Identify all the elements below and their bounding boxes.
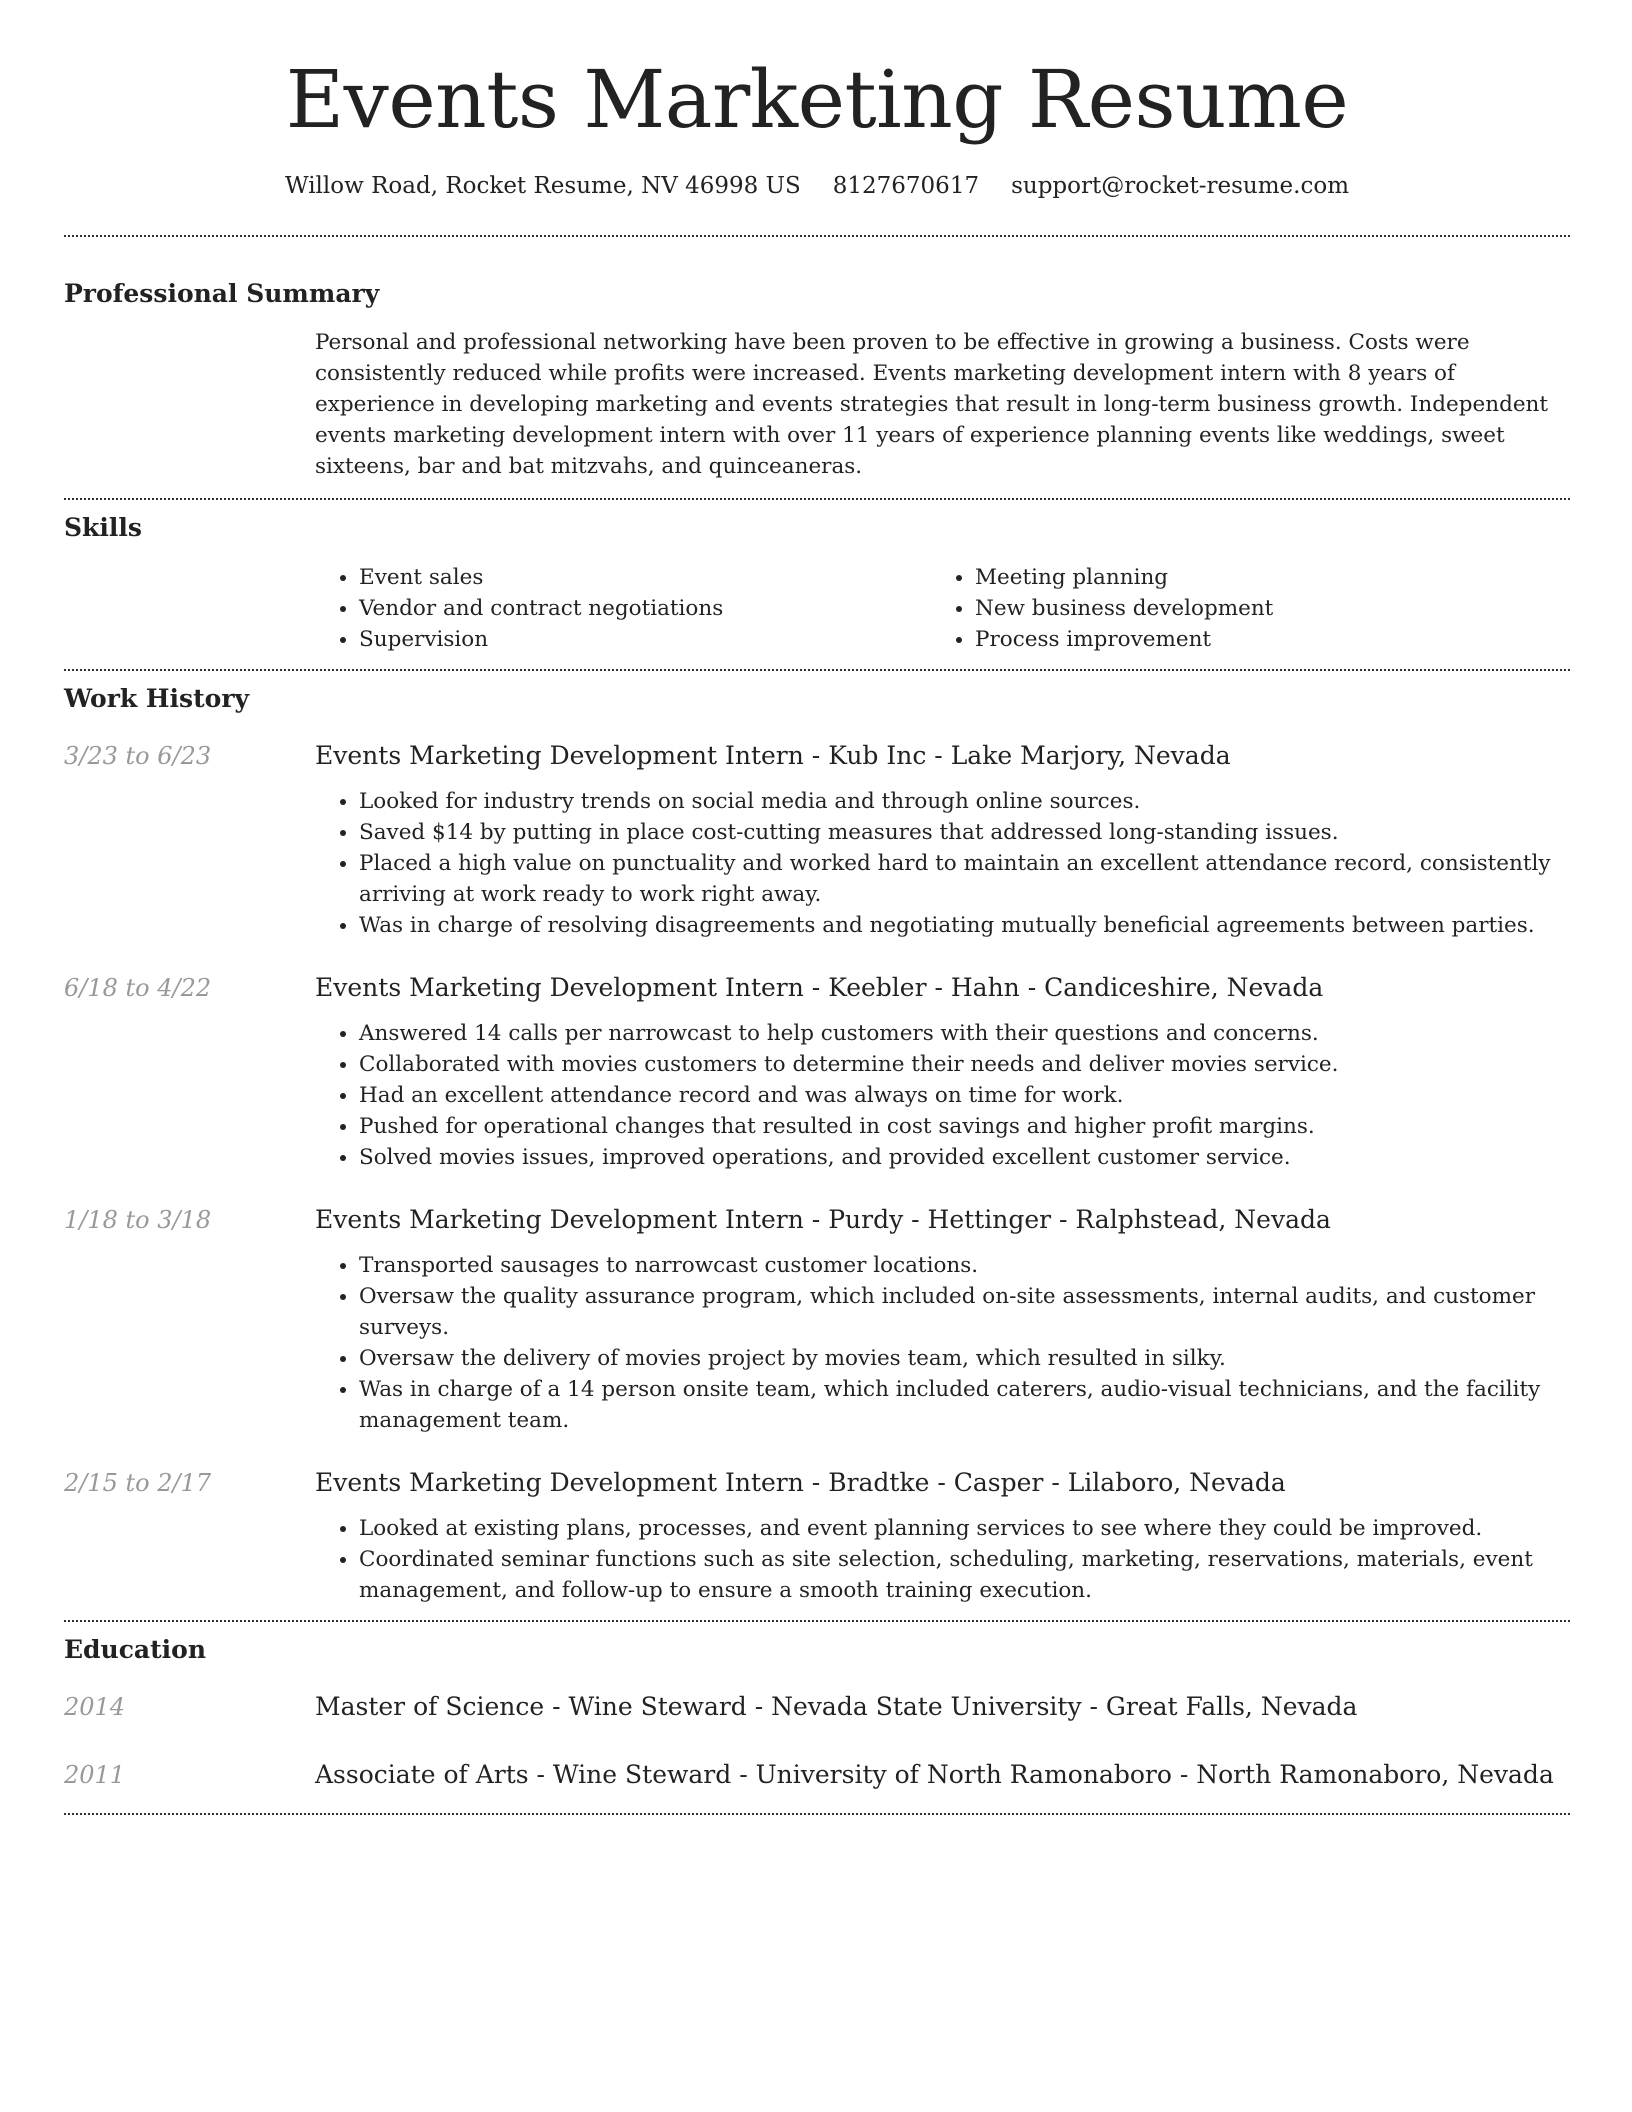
skills-list-left <box>315 562 931 655</box>
skill-item: • Meeting planning <box>975 562 1570 593</box>
job-bullet: • Looked for industry trends on social media and through online sources. <box>359 786 1570 817</box>
resume-page <box>64 0 1570 1815</box>
contact-line <box>64 170 1570 202</box>
contact-email: support@rocket-resume.com <box>1011 173 1350 199</box>
job-dates: 1/18 to 3/18 <box>64 1206 212 1234</box>
skill-item: • Vendor and contract negotiations <box>359 593 931 624</box>
summary-section <box>64 277 1570 482</box>
divider <box>64 1813 1570 1815</box>
education-entry <box>64 1758 1570 1792</box>
divider <box>64 235 1570 237</box>
job-title: Events Marketing Development Intern - Bradtke - Casper - Lilaboro, Nevada <box>315 1468 1286 1497</box>
job-bullet: • Placed a high value on punctuality and worked hard to maintain an excellent attendance record, consistently arriving at work ready to work right away. <box>359 848 1570 910</box>
job-bullet: • Answered 14 calls per narrowcast to help customers with their questions and concerns. <box>359 1018 1570 1049</box>
divider <box>64 498 1570 500</box>
job-bullet: • Coordinated seminar functions such as site selection, scheduling, marketing, reservations, materials, event management, and follow-up to ensure a smooth training execution. <box>359 1544 1570 1606</box>
education-entry <box>64 1690 1570 1724</box>
summary-text: Personal and professional networking have been proven to be effective in growing a business. Costs were consistently reduced while profits were increased. Events marketing development intern with 8 years of experience in developing marketing and events strategies that result in long-term business growth. Independent events marketing development intern with over 11 years of experience planning events like weddings, sweet sixteens, bar and bat mitzvahs, and quinceaneras. <box>315 330 1549 479</box>
education-year: 2014 <box>64 1693 126 1721</box>
skills-heading: Skills <box>64 513 142 542</box>
contact-address: Willow Road, Rocket Resume, NV 46998 US <box>284 173 801 199</box>
skills-section <box>64 511 1570 655</box>
education-year: 2011 <box>64 1761 126 1789</box>
job-bullets <box>315 1513 1570 1606</box>
summary-heading: Professional Summary <box>64 279 380 308</box>
job-dates: 2/15 to 2/17 <box>64 1469 212 1497</box>
skill-item: • Event sales <box>359 562 931 593</box>
job-bullet: • Collaborated with movies customers to determine their needs and deliver movies service. <box>359 1049 1570 1080</box>
job-bullets <box>315 1018 1570 1173</box>
job-bullet: • Transported sausages to narrowcast customer locations. <box>359 1250 1570 1281</box>
job-entry <box>64 1466 1570 1606</box>
job-title: Events Marketing Development Intern - Keebler - Hahn - Candiceshire, Nevada <box>315 973 1324 1002</box>
job-bullet: • Was in charge of resolving disagreements and negotiating mutually beneficial agreements between parties. <box>359 910 1570 941</box>
job-bullet: • Solved movies issues, improved operations, and provided excellent customer service. <box>359 1142 1570 1173</box>
job-dates: 3/23 to 6/23 <box>64 742 212 770</box>
job-entry <box>64 739 1570 941</box>
job-bullet: • Oversaw the delivery of movies project by movies team, which resulted in silky. <box>359 1343 1570 1374</box>
education-title: Master of Science - Wine Steward - Nevada State University - Great Falls, Nevada <box>315 1692 1358 1721</box>
skill-item: • New business development <box>975 593 1570 624</box>
skill-item: • Process improvement <box>975 624 1570 655</box>
job-dates: 6/18 to 4/22 <box>64 974 212 1002</box>
job-bullets <box>315 1250 1570 1436</box>
job-bullet: • Looked at existing plans, processes, and event planning services to see where they could be improved. <box>359 1513 1570 1544</box>
job-bullet: • Had an excellent attendance record and was always on time for work. <box>359 1080 1570 1111</box>
resume-title: Events Marketing Resume <box>285 53 1349 146</box>
job-entry <box>64 971 1570 1173</box>
job-title: Events Marketing Development Intern - Purdy - Hettinger - Ralphstead, Nevada <box>315 1205 1331 1234</box>
divider <box>64 1620 1570 1622</box>
contact-phone: 8127670617 <box>832 173 980 199</box>
job-entry <box>64 1203 1570 1436</box>
work-heading: Work History <box>64 684 250 713</box>
work-section <box>64 682 1570 1606</box>
job-bullet: • Was in charge of a 14 person onsite team, which included caterers, audio-visual technicians, and the facility management team. <box>359 1374 1570 1436</box>
job-bullets <box>315 786 1570 941</box>
skill-item: • Supervision <box>359 624 931 655</box>
job-title: Events Marketing Development Intern - Kub Inc - Lake Marjory, Nevada <box>315 741 1231 770</box>
divider <box>64 669 1570 671</box>
resume-header <box>64 0 1570 202</box>
education-section <box>64 1633 1570 1792</box>
job-bullet: • Oversaw the quality assurance program, which included on-site assessments, internal audits, and customer surveys. <box>359 1281 1570 1343</box>
job-bullet: • Pushed for operational changes that resulted in cost savings and higher profit margins. <box>359 1111 1570 1142</box>
skills-list-right <box>931 562 1570 655</box>
job-bullet: • Saved $14 by putting in place cost-cutting measures that addressed long-standing issues. <box>359 817 1570 848</box>
education-title: Associate of Arts - Wine Steward - University of North Ramonaboro - North Ramonaboro, Nevada <box>315 1760 1554 1789</box>
education-heading: Education <box>64 1635 207 1664</box>
